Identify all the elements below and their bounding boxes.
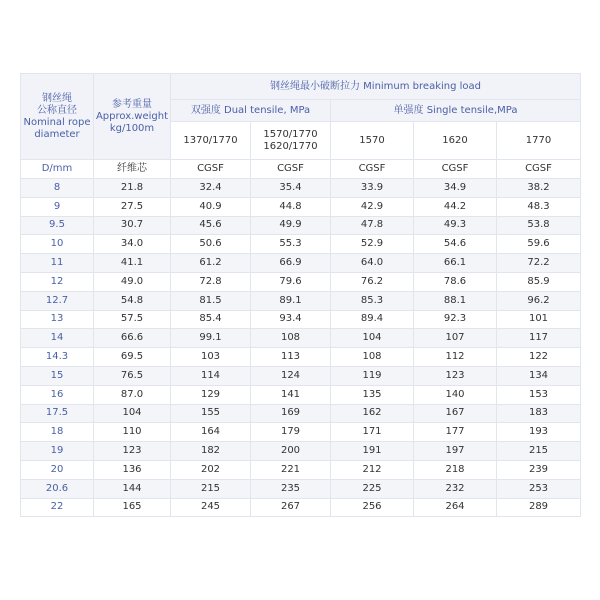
single-1770-cell: 117: [497, 329, 581, 348]
unit-row: [21, 160, 581, 179]
single-tensile-header: 单强度 Single tensile,MPa: [331, 100, 581, 122]
table-row: [21, 179, 581, 198]
dual-1370-cell: 32.4: [171, 179, 251, 198]
single-1620-cell: 49.3: [414, 216, 497, 235]
single-1620-cell: 123: [414, 366, 497, 385]
weight-cell: 165: [94, 498, 171, 517]
weight-header: [94, 74, 171, 160]
table-row: [21, 404, 581, 423]
dual-1570-cell: 141: [251, 385, 331, 404]
single-1620-cell: 92.3: [414, 310, 497, 329]
dual-1570-cell: 108: [251, 329, 331, 348]
weight-header-line-3: kg/100m: [109, 122, 155, 134]
single-1620-cell: 88.1: [414, 291, 497, 310]
single-1620-cell: 112: [414, 348, 497, 367]
diameter-cell: 14: [21, 329, 94, 348]
single-1570-cell: 52.9: [331, 235, 414, 254]
dual-1370-cell: 129: [171, 385, 251, 404]
table-row: [21, 366, 581, 385]
single-1570-cell: 104: [331, 329, 414, 348]
dual-1370-cell: 114: [171, 366, 251, 385]
dual-1370-cell: 85.4: [171, 310, 251, 329]
dual-1570-cell: 200: [251, 442, 331, 461]
single-1620-cell: 167: [414, 404, 497, 423]
weight-cell: 27.5: [94, 197, 171, 216]
single-1620-cell: 218: [414, 460, 497, 479]
dual-1570-cell: 113: [251, 348, 331, 367]
dual-1370-cell: 40.9: [171, 197, 251, 216]
single-1770-cell: 85.9: [497, 272, 581, 291]
dual-1570-cell: 93.4: [251, 310, 331, 329]
single-1620-cell: 66.1: [414, 254, 497, 273]
table-row: [21, 348, 581, 367]
grade-header-2-line-1: 1570/1770: [263, 128, 318, 140]
table-row: [21, 310, 581, 329]
diameter-cell: 9: [21, 197, 94, 216]
dual-tensile-header: 双强度 Dual tensile, MPa: [171, 100, 331, 122]
grade-header-2-line-2: 1620/1770: [263, 140, 318, 152]
diameter-cell: 20: [21, 460, 94, 479]
weight-cell: 34.0: [94, 235, 171, 254]
table-row: [21, 423, 581, 442]
dual-1570-cell: 221: [251, 460, 331, 479]
table-row: [21, 254, 581, 273]
dual-1570-cell: 179: [251, 423, 331, 442]
diameter-header: [21, 74, 94, 160]
weight-cell: 54.8: [94, 291, 171, 310]
grade-header-1: 1370/1770: [171, 122, 251, 160]
weight-cell: 57.5: [94, 310, 171, 329]
single-1770-cell: 134: [497, 366, 581, 385]
weight-cell: 69.5: [94, 348, 171, 367]
single-1570-cell: 42.9: [331, 197, 414, 216]
table-row: [21, 498, 581, 517]
single-1620-cell: 177: [414, 423, 497, 442]
diameter-cell: 14.3: [21, 348, 94, 367]
dual-1570-cell: 79.6: [251, 272, 331, 291]
single-1570-cell: 47.8: [331, 216, 414, 235]
single-1620-cell: 107: [414, 329, 497, 348]
breaking-load-header: 钢丝绳最小破断拉力 Minimum breaking load: [171, 74, 581, 100]
single-1570-cell: 135: [331, 385, 414, 404]
single-1570-cell: 256: [331, 498, 414, 517]
single-1770-cell: 72.2: [497, 254, 581, 273]
diameter-cell: 13: [21, 310, 94, 329]
diameter-cell: 22: [21, 498, 94, 517]
weight-cell: 76.5: [94, 366, 171, 385]
dual-1370-cell: 103: [171, 348, 251, 367]
single-1570-cell: 119: [331, 366, 414, 385]
single-1620-cell: 197: [414, 442, 497, 461]
weight-cell: 136: [94, 460, 171, 479]
dual-1570-cell: 89.1: [251, 291, 331, 310]
diameter-header-line-3: Nominal rope: [23, 116, 91, 128]
dual-1570-cell: 49.9: [251, 216, 331, 235]
single-1770-cell: 96.2: [497, 291, 581, 310]
single-1570-cell: 85.3: [331, 291, 414, 310]
diameter-header-line-2: 公称直径: [37, 104, 77, 116]
single-1570-cell: 76.2: [331, 272, 414, 291]
diameter-cell: 17.5: [21, 404, 94, 423]
diameter-header-line-1: 钢丝绳: [42, 92, 72, 104]
weight-cell: 123: [94, 442, 171, 461]
table-row: [21, 216, 581, 235]
diameter-cell: 12.7: [21, 291, 94, 310]
table-row: [21, 235, 581, 254]
single-1770-cell: 183: [497, 404, 581, 423]
single-1620-cell: 78.6: [414, 272, 497, 291]
single-1570-cell: 171: [331, 423, 414, 442]
single-1620-cell: 264: [414, 498, 497, 517]
weight-cell: 110: [94, 423, 171, 442]
single-1570-cell: 212: [331, 460, 414, 479]
table-row: [21, 479, 581, 498]
single-1770-cell: 122: [497, 348, 581, 367]
weight-header-line-2: Approx.weight: [95, 110, 169, 122]
rope-spec-table: [20, 73, 581, 517]
weight-cell: 41.1: [94, 254, 171, 273]
dual-1570-cell: 124: [251, 366, 331, 385]
unit-cell-type: CGSF: [497, 160, 581, 179]
single-1570-cell: 191: [331, 442, 414, 461]
grade-header-5: 1770: [497, 122, 581, 160]
dual-1370-cell: 72.8: [171, 272, 251, 291]
grade-header-3: 1570: [331, 122, 414, 160]
single-1620-cell: 54.6: [414, 235, 497, 254]
unit-cell-type: CGSF: [414, 160, 497, 179]
dual-1370-cell: 245: [171, 498, 251, 517]
unit-cell-diameter: D/mm: [21, 160, 94, 179]
diameter-cell: 16: [21, 385, 94, 404]
table-row: [21, 460, 581, 479]
single-1770-cell: 38.2: [497, 179, 581, 198]
single-1770-cell: 239: [497, 460, 581, 479]
weight-cell: 144: [94, 479, 171, 498]
dual-1370-cell: 50.6: [171, 235, 251, 254]
single-1620-cell: 232: [414, 479, 497, 498]
diameter-cell: 18: [21, 423, 94, 442]
single-1770-cell: 289: [497, 498, 581, 517]
diameter-cell: 20.6: [21, 479, 94, 498]
dual-1570-cell: 44.8: [251, 197, 331, 216]
dual-1570-cell: 66.9: [251, 254, 331, 273]
diameter-cell: 9.5: [21, 216, 94, 235]
diameter-cell: 19: [21, 442, 94, 461]
unit-cell-type: CGSF: [331, 160, 414, 179]
single-1570-cell: 64.0: [331, 254, 414, 273]
single-1770-cell: 253: [497, 479, 581, 498]
weight-header-line-1: 参考重量: [112, 98, 152, 110]
table-row: [21, 291, 581, 310]
single-1770-cell: 215: [497, 442, 581, 461]
dual-1570-cell: 55.3: [251, 235, 331, 254]
single-1570-cell: 33.9: [331, 179, 414, 198]
single-1620-cell: 44.2: [414, 197, 497, 216]
dual-1370-cell: 81.5: [171, 291, 251, 310]
single-1620-cell: 140: [414, 385, 497, 404]
diameter-cell: 10: [21, 235, 94, 254]
dual-1570-cell: 235: [251, 479, 331, 498]
single-1770-cell: 53.8: [497, 216, 581, 235]
table-row: [21, 385, 581, 404]
weight-cell: 49.0: [94, 272, 171, 291]
weight-cell: 30.7: [94, 216, 171, 235]
single-1770-cell: 193: [497, 423, 581, 442]
diameter-cell: 12: [21, 272, 94, 291]
single-1570-cell: 225: [331, 479, 414, 498]
single-1570-cell: 89.4: [331, 310, 414, 329]
unit-cell-core: 纤维芯: [94, 160, 171, 179]
dual-1370-cell: 99.1: [171, 329, 251, 348]
dual-1370-cell: 45.6: [171, 216, 251, 235]
dual-1370-cell: 61.2: [171, 254, 251, 273]
diameter-cell: 11: [21, 254, 94, 273]
dual-1370-cell: 155: [171, 404, 251, 423]
dual-1570-cell: 267: [251, 498, 331, 517]
table-row: [21, 329, 581, 348]
weight-cell: 104: [94, 404, 171, 423]
single-1770-cell: 101: [497, 310, 581, 329]
dual-1370-cell: 182: [171, 442, 251, 461]
grade-header-4: 1620: [414, 122, 497, 160]
table-row: [21, 197, 581, 216]
dual-1370-cell: 202: [171, 460, 251, 479]
grade-header-2: [251, 122, 331, 160]
table-row: [21, 272, 581, 291]
weight-cell: 87.0: [94, 385, 171, 404]
dual-1370-cell: 164: [171, 423, 251, 442]
dual-1370-cell: 215: [171, 479, 251, 498]
diameter-header-line-4: diameter: [34, 128, 80, 140]
diameter-cell: 15: [21, 366, 94, 385]
diameter-cell: 8: [21, 179, 94, 198]
weight-cell: 21.8: [94, 179, 171, 198]
single-1770-cell: 153: [497, 385, 581, 404]
single-1620-cell: 34.9: [414, 179, 497, 198]
table-row: [21, 442, 581, 461]
single-1770-cell: 48.3: [497, 197, 581, 216]
dual-1570-cell: 169: [251, 404, 331, 423]
single-1570-cell: 108: [331, 348, 414, 367]
unit-cell-type: CGSF: [251, 160, 331, 179]
single-1570-cell: 162: [331, 404, 414, 423]
dual-1570-cell: 35.4: [251, 179, 331, 198]
table-body: [21, 179, 581, 517]
unit-cell-type: CGSF: [171, 160, 251, 179]
weight-cell: 66.6: [94, 329, 171, 348]
single-1770-cell: 59.6: [497, 235, 581, 254]
